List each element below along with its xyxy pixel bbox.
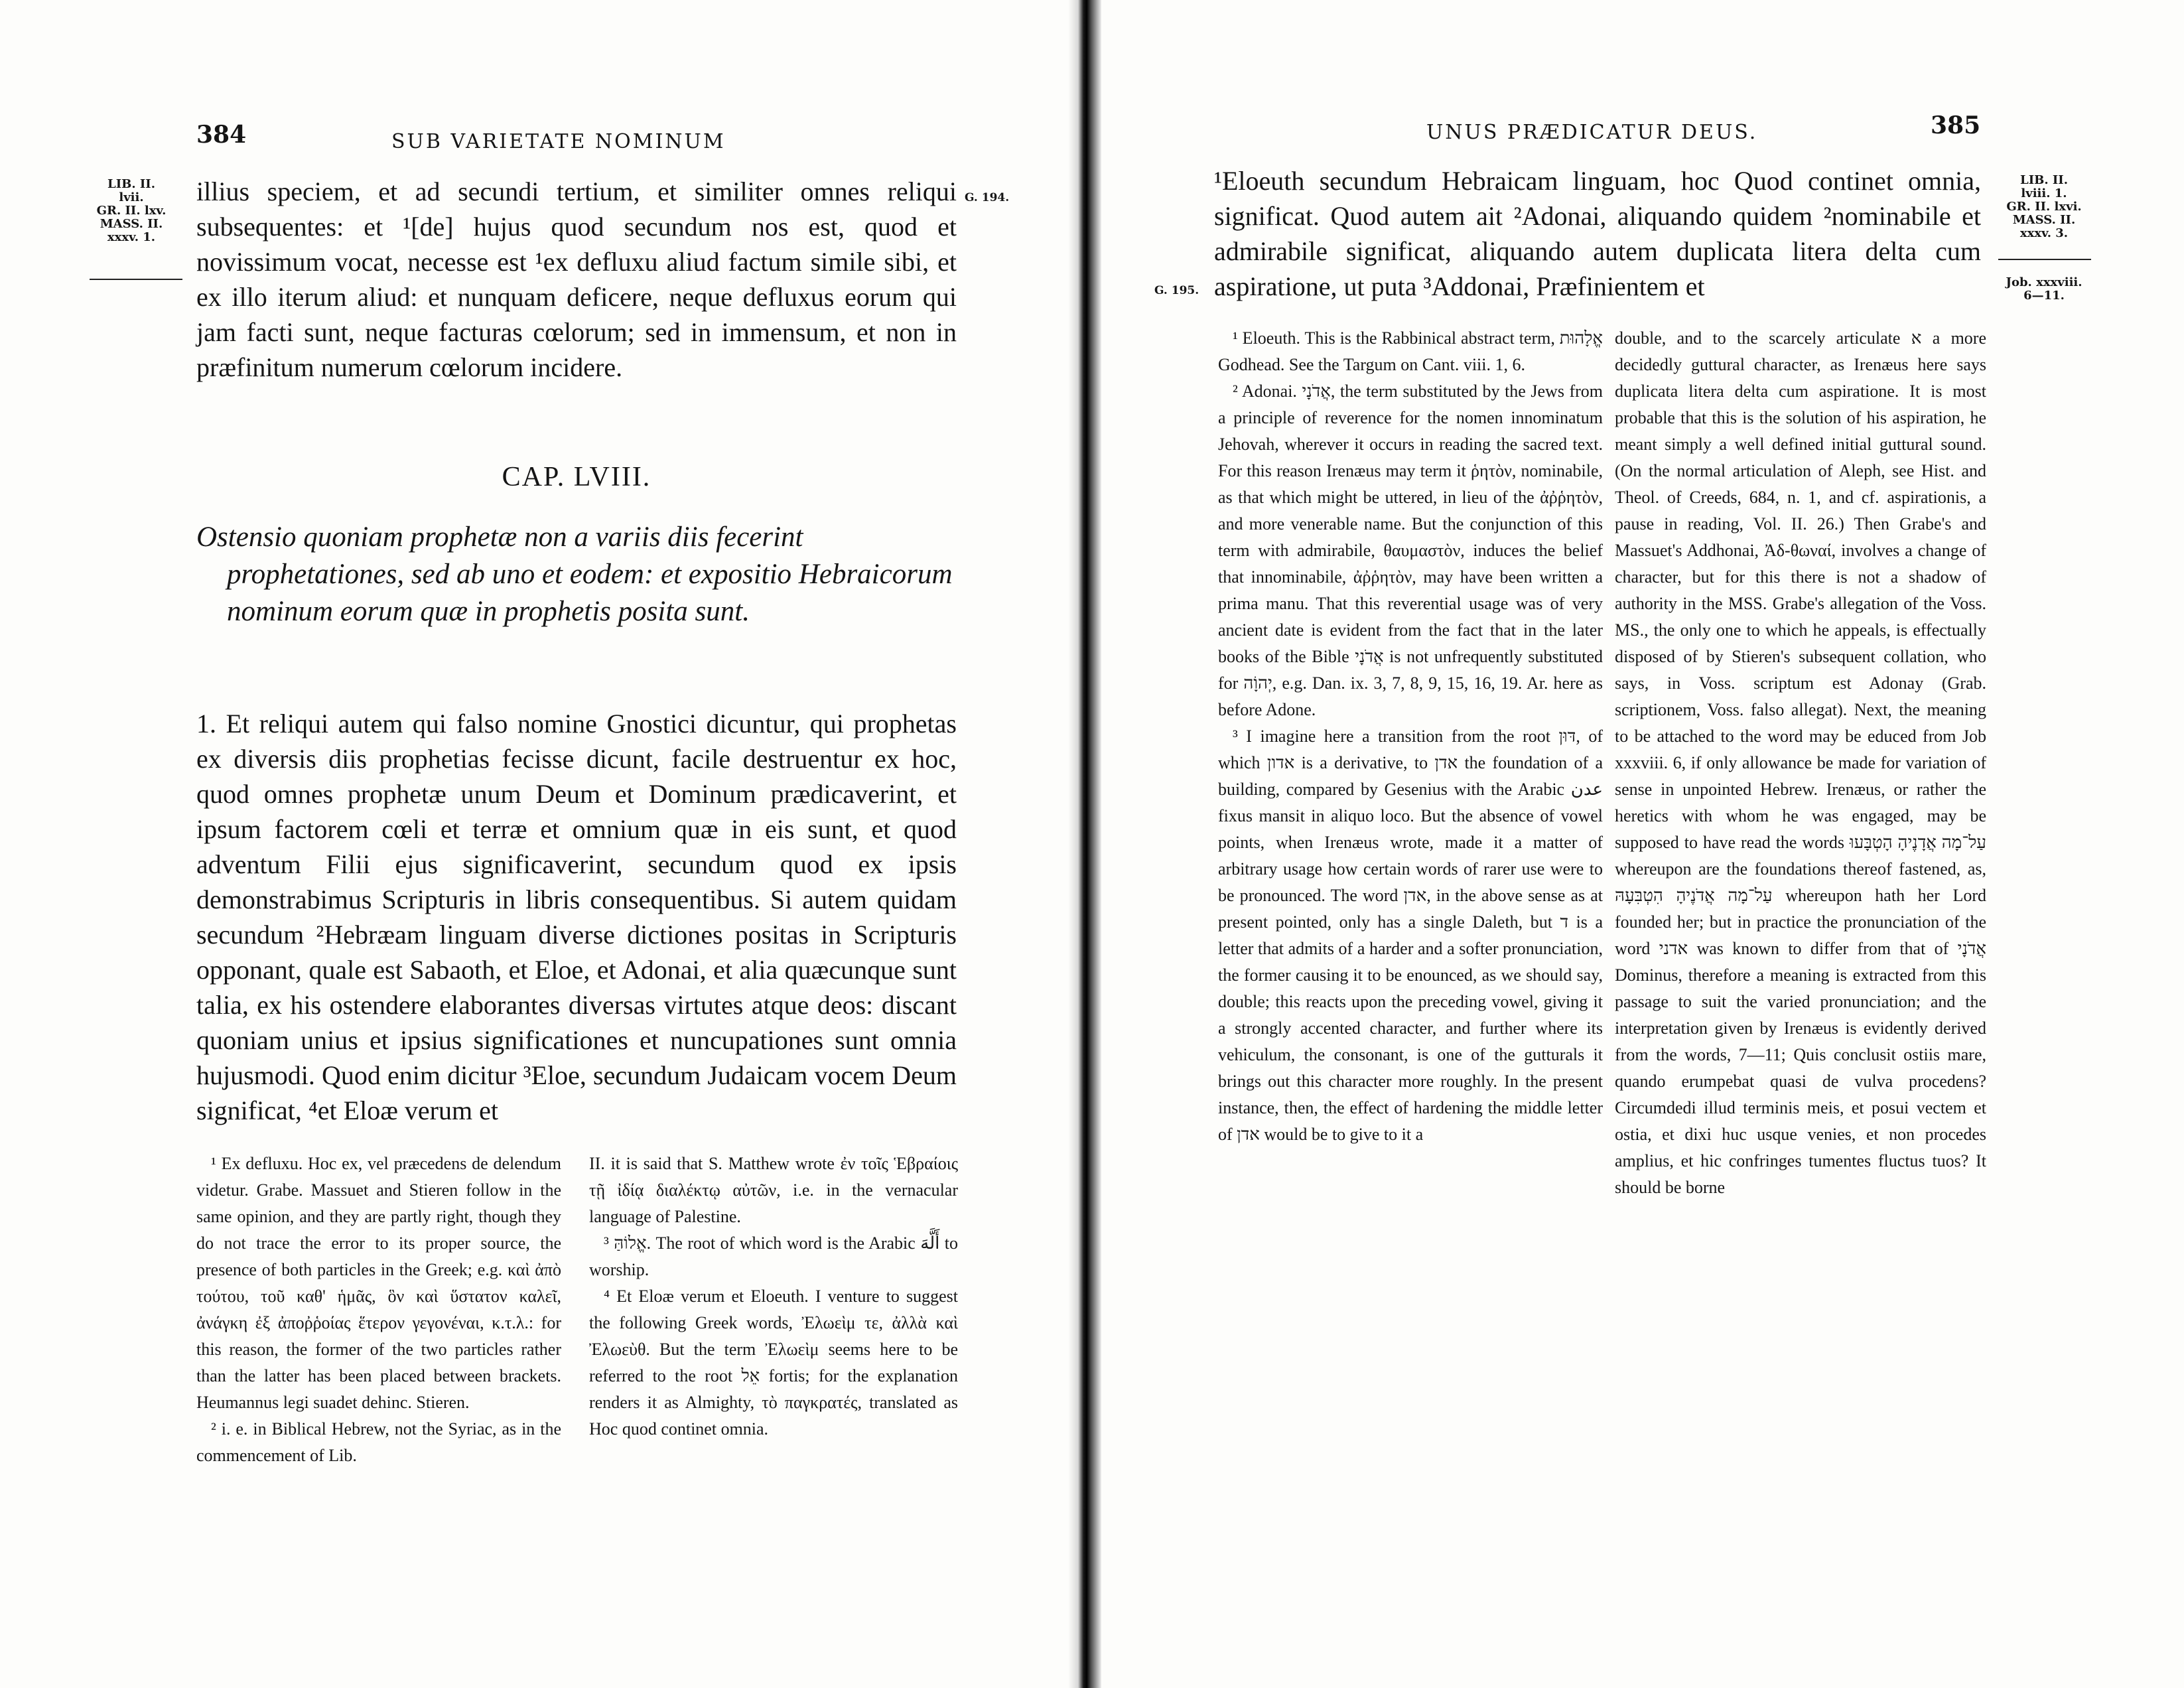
chapter-summary-text: Ostensio quoniam prophetæ non a variis diis fecerint prophetationes, sed ab uno et eodem: et expositio Hebraicorum nominum eorum quæ in prophetis posita sunt. bbox=[196, 522, 953, 627]
footnotes-left-col1 bbox=[196, 1151, 561, 1469]
chapter-summary bbox=[196, 519, 957, 630]
right-main-text bbox=[1214, 163, 1981, 304]
right-page bbox=[1101, 0, 2184, 1688]
margin-job-reference: Job. xxxviii. 6—11. bbox=[2006, 275, 2082, 303]
margin-rule-right bbox=[1998, 259, 2091, 260]
footnotes-right-col1 bbox=[1218, 325, 1603, 1148]
footnote: double, and to the scarcely articulate א a more decidedly guttural character, as Irenæus here says duplicata litera delta cum aspiratione. It is most probable that this is the solution of his aspiration, he meant simply a well defined initial guttural sound. (On the normal articulation of Aleph, see Hist. and Theol. of Creeds, 684, n. 1, and cf. aspirationis, a pause in reading, Vol. II. 26.) Then Grabe's and Massuet's Addhonai, Ἀδ-θωναί, involves a change of character, but for this there is not a shadow of authority in the MSS. Grabe's allegation of the Voss. MS., the only one to which he appeals, is effectually disposed of by Stieren's subsequent collation, who says, in Voss. scriptum est Adonay (Grab. scriptionem, Voss. falso allegat). Next, the meaning to be attached to the word may be educed from Job xxxviii. 6, if only allowance be made for variation of sense in unpointed Hebrew. Irenæus, or rather the heretics with whom he was engaged, may be supposed to have read the words עַל־מָה אֲדָנֶיהָ הָטְבָּעוּ whereupon are the foundations thereof fastened, as, עַל־מָה אֲדֹנֶיהָ הִטְבִּעָהּ whereupon hath her Lord founded her; but in practice the pronunciation of the word אדני was known to differ from that of אֲדֹנָי Dominus, therefore a meaning is extracted from this passage to suit the varied pronunciation; and the interpretation given by Irenæus is evidently derived from the words, 7—11; Quis conclusit ostiis mare, quando erumpebat quasi de vulva procedens? Circumdedi illud terminis meis, et posui vectem et ostia, et dixi huc usque venies, et non procedes amplius, et hic confringes tumentes fluctus tuos? It should be borne bbox=[1615, 328, 1987, 1197]
footnotes-right-col2 bbox=[1615, 325, 1986, 1201]
margin-g-right: G. 195. bbox=[1154, 284, 1199, 297]
page-number-left: 384 bbox=[196, 121, 247, 149]
margin-rule-left bbox=[90, 279, 182, 280]
footnote: ¹ Eloeuth. This is the Rabbinical abstract term, אֱלָהוּת Godhead. See the Targum on Cant. viii. 1, 6. bbox=[1218, 328, 1603, 374]
opening-text: illius speciem, et ad secundi tertium, et similiter omnes reliqui subsequentes: et ¹[de] hujus quod secundum nos est, quod et novissimum vocat, necesse est ¹ex defluxu aliud factum simile sibi, et ex illo iterum aliud: et nunquam deficere, neque defluxus eorum qui jam facti sunt, neque facturas cœlorum; sed in immensum, et non in præfinitum numerum cœlorum incidere. bbox=[196, 176, 957, 382]
opening-paragraph bbox=[196, 174, 957, 385]
section-one bbox=[196, 706, 957, 1128]
running-head-left: SUB VARIETATE NOMINUM bbox=[391, 130, 726, 153]
margin-g-left: G. 194. bbox=[965, 191, 1010, 204]
margin-reference-right: LIB. II. lviii. 1. GR. II. lxvi. MASS. II. xxxv. 3. bbox=[2006, 173, 2082, 240]
running-head-right: UNUS PRÆDICATUR DEUS. bbox=[1426, 121, 1758, 144]
margin-reference-left: LIB. II. lvii. GR. II. lxv. MASS. II. xxxv. 1. bbox=[96, 177, 167, 244]
footnotes-left-col2 bbox=[589, 1151, 958, 1442]
footnote: ³ I imagine here a transition from the root דּוּן, of which אדון is a derivative, to אדן the foundation of a building, compared by Gesenius with the Arabic عدن fixus mansit in aliquo loco. But the absence of vowel points, when Irenæus wrote, made it a matter of arbitrary usage how certain words of rarer use were to be pronounced. The word אדן, in the above sense as at present pointed, only has a single Daleth, but ד is a letter that admits of a harder and a softer pronunciation, the former causing it to be enounced, as we should say, double; this reacts upon the preceding vowel, giving it a strongly accented character, and further where its vehiculum, the consonant, is one of the gutturals it brings out this character more roughly. In the present instance, then, the effect of hardening the middle letter of אדן would be to give to it a bbox=[1218, 727, 1603, 1144]
left-page bbox=[0, 0, 1068, 1688]
footnote: II. it is said that S. Matthew wrote ἐν τοῖς Ἑβραίοις τῇ ἰδίᾳ διαλέκτῳ αὐτῶν, i.e. in the vernacular language of Palestine. bbox=[589, 1154, 958, 1226]
footnote: ⁴ Et Eloæ verum et Eloeuth. I venture to suggest the following Greek words, Ἐλωεὶμ τε, ἀλλὰ καὶ Ἐλωεὺθ. But the term Ἐλωεὶμ seems here to be referred to the root אֵל fortis; for the explanation renders it as Almighty, τὸ παγκρατές, translated as Hoc quod continet omnia. bbox=[589, 1287, 958, 1439]
footnote: ² i. e. in Biblical Hebrew, not the Syriac, as in the commencement of Lib. bbox=[196, 1419, 561, 1465]
right-main-paragraph: ¹Eloeuth secundum Hebraicam linguam, hoc Quod continet omnia, significat. Quod autem ait ²Adonai, aliquando quidem ²nominabile et admirabile significat, aliquando autem duplicata litera delta cum aspiratione, ut puta ³Addonai, Præfinientem et bbox=[1214, 166, 1981, 301]
page-number-right: 385 bbox=[1931, 111, 1981, 139]
book-gutter bbox=[1068, 0, 1101, 1688]
chapter-title: CAP. LVIII. bbox=[502, 462, 651, 492]
footnote: ² Adonai. אֲדֹנָי, the term substituted by the Jews from a principle of reverence for the nomen innominatum Jehovah, wherever it occurs in reading the sacred text. For this reason Irenæus may term it ῥητὸν, nominabile, as that which might be uttered, in lieu of the ἀῤῥητὸν, and more venerable name. But the conjunction of this term with admirabile, θαυμαστὸν, induces the belief that innominabile, ἀῤῥητὸν, may have been written a prima manu. That this reverential usage was of very ancient date is evident from the fact that in the later books of the Bible אֲדֹנָי is not unfrequently substituted for יְהוָֹה, e.g. Dan. ix. 3, 7, 8, 9, 15, 16, 19. Ar. here as before Adone. bbox=[1218, 382, 1604, 719]
footnote: ³ אֱלוֹהַּ. The root of which word is the Arabic أَلَّهَ to worship. bbox=[589, 1233, 958, 1279]
footnote: ¹ Ex defluxu. Hoc ex, vel præcedens de delendum videtur. Grabe. Massuet and Stieren follow in the same opinion, and they are partly right, though they do not trace the error to its proper source, the presence of both particles in the Greek; e.g. καὶ ἀπὸ τούτου, τοῦ καθ' ἡμᾶς, ὃν καὶ ὕστατον καλεῖ, ἀνάγκη ἐξ ἀποῤῥοίας ἕτερον γεγονέναι, κ.τ.λ.: for this reason, the former of the two particles rather than the latter has been placed between brackets. Heumannus legi suadet dehinc. Stieren. bbox=[196, 1154, 561, 1412]
section-one-text: 1. Et reliqui autem qui falso nomine Gnostici dicuntur, qui prophetas ex diversis diis prophetias fecisse dicunt, facile destruentur ex hoc, quod omnes prophetæ unum Deum et Dominum prædicaverint, et ipsum factorem cœli et terræ et omnium quæ in eis sunt, et quod adventum Filii ejus significaverint, secundum quod ex ipsis demonstrabimus Scripturis in libris consequentibus. Si autem quidam secundum ²Hebræam linguam diverse dictiones positas in Scripturis opponant, quale est Sabaoth, et Eloe, et Adonai, et alia quæcunque sunt talia, ex his ostendere elaborantes diversas virtutes atque deos: discant quoniam unius et ipsius significationes et nuncupationes sunt omnia hujusmodi. Quod enim dicitur ³Eloe, secundum Judaicam vocem Deum significat, ⁴et Eloæ verum et bbox=[196, 709, 957, 1125]
